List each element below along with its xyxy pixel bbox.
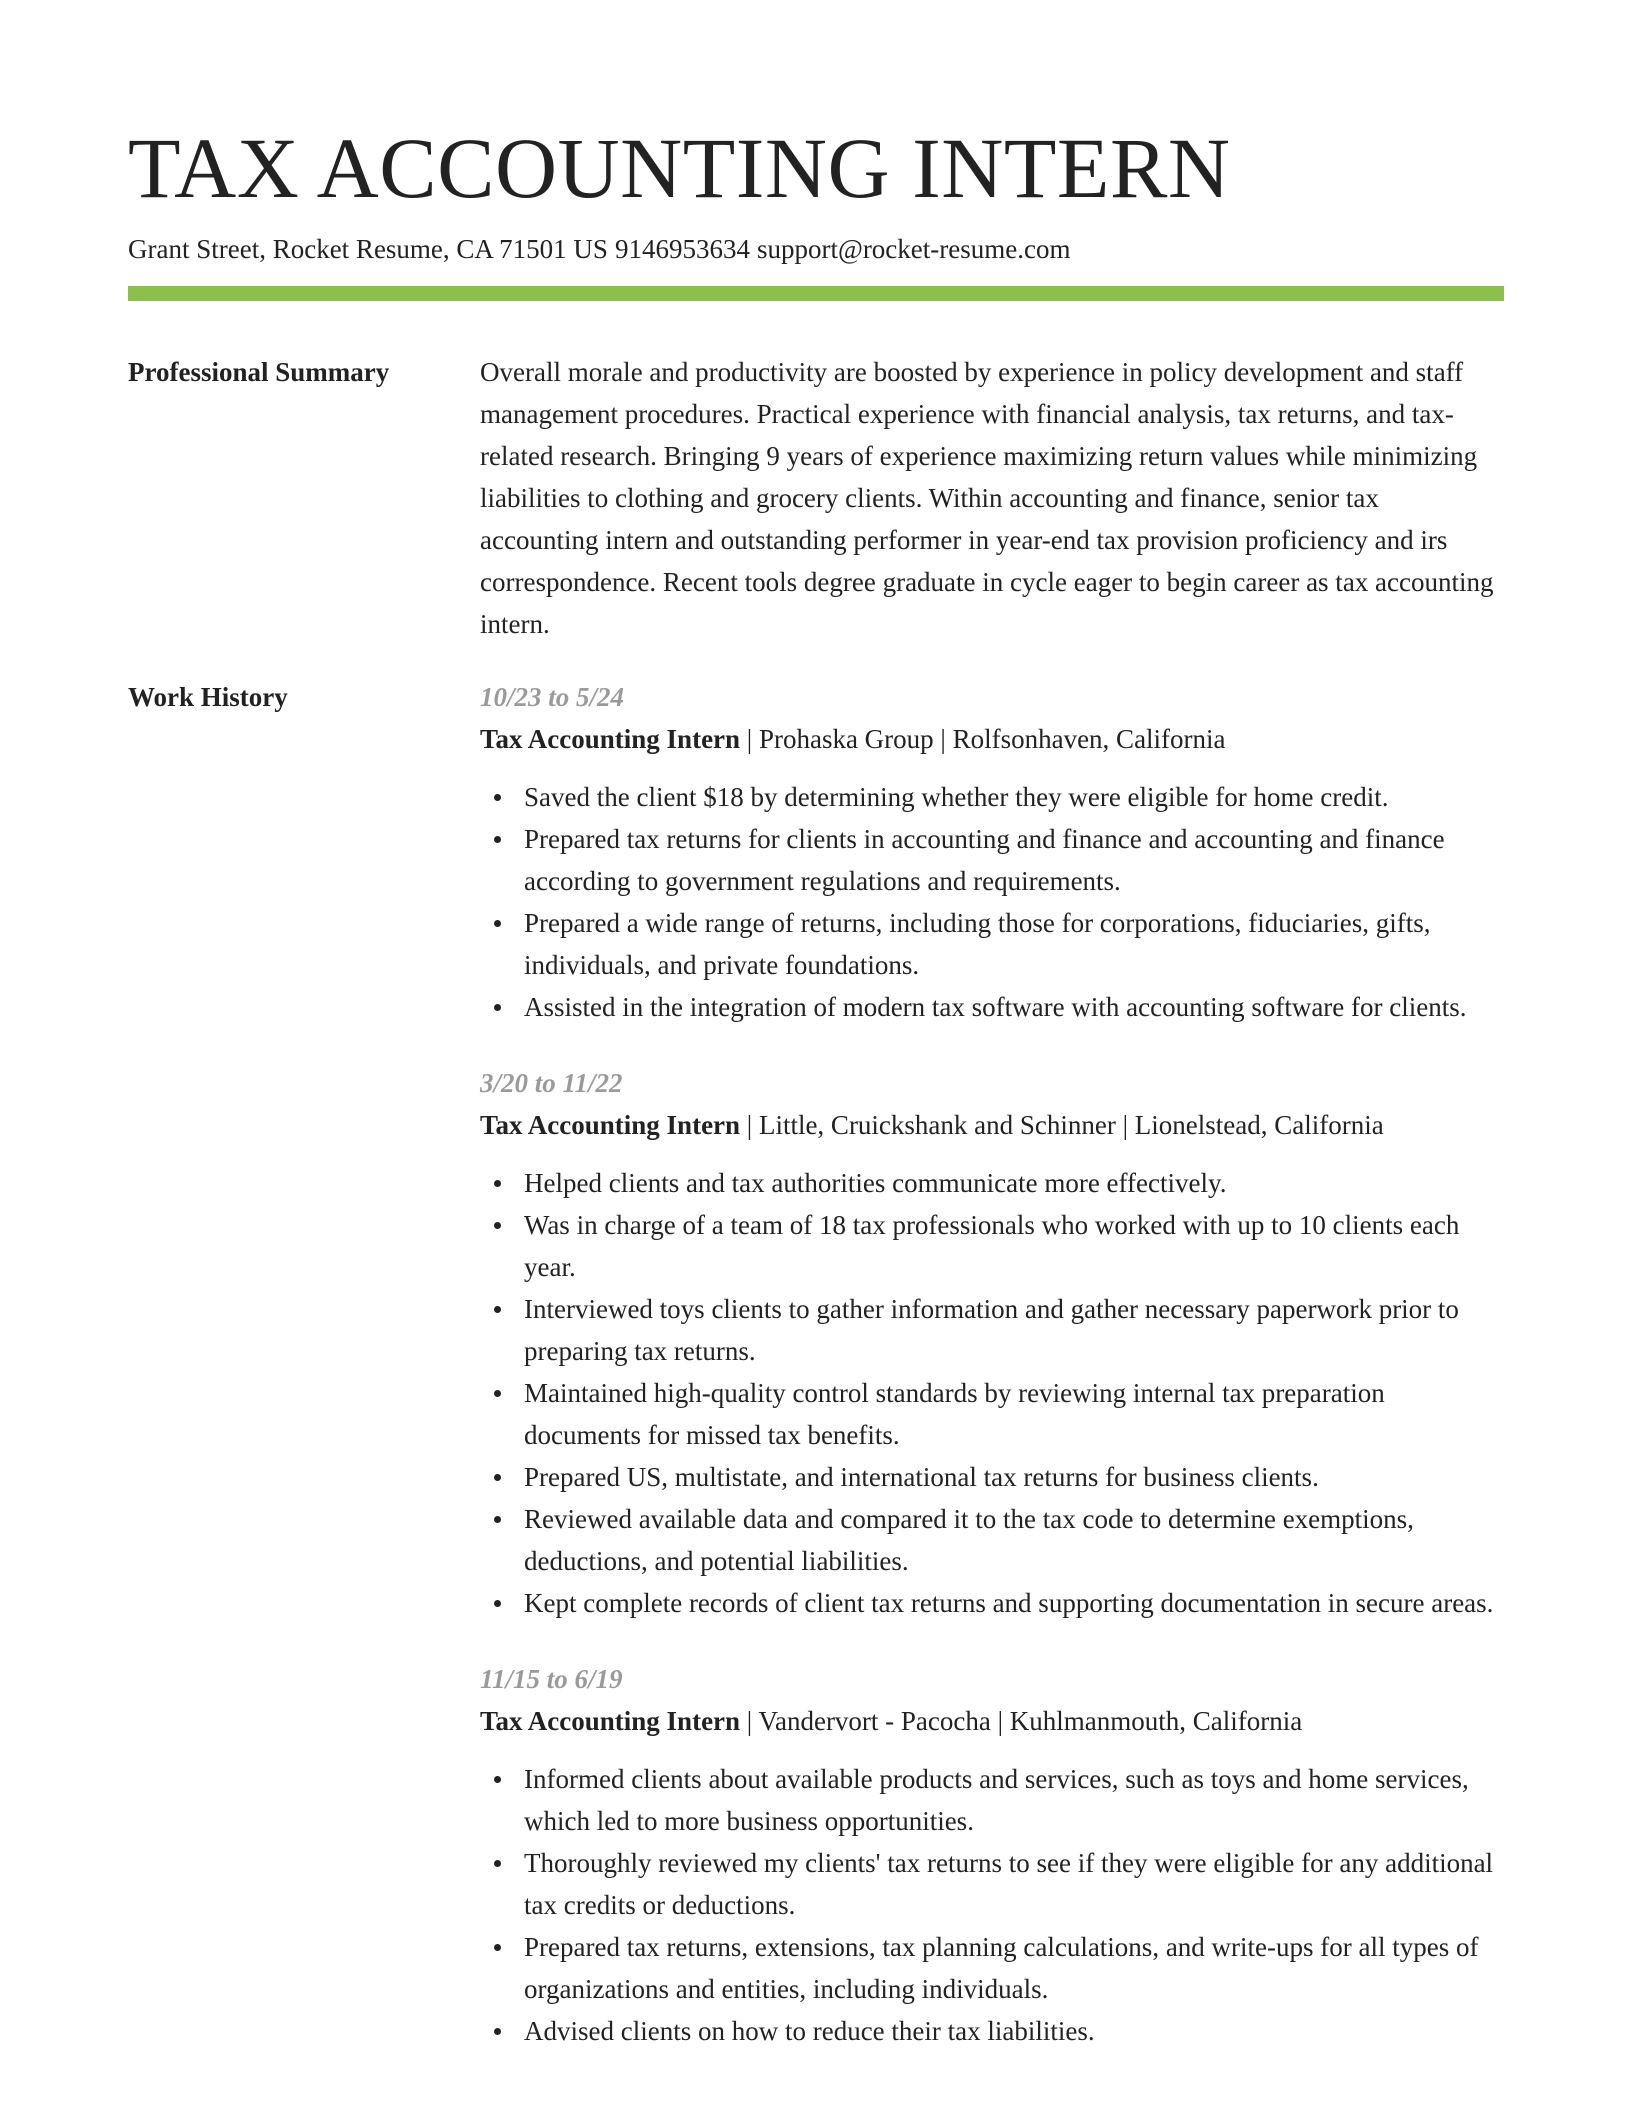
- job-bullet-list: [480, 1758, 1504, 2052]
- job-bullet: [524, 1288, 1504, 1372]
- job-bullet-text: Saved the client $18 by determining whether they were eligible for home credit.: [524, 782, 1389, 812]
- bullet-dot-icon: [494, 836, 501, 843]
- job-bullet-text: Prepared a wide range of returns, including those for corporations, fiduciaries, gifts, individuals, and private foundations.: [524, 908, 1431, 980]
- job-bullet: [524, 1456, 1504, 1498]
- job-bullet-list: [480, 776, 1504, 1028]
- job-bullet: [524, 1162, 1504, 1204]
- job-bullet-text: Advised clients on how to reduce their tax liabilities.: [524, 2016, 1095, 2046]
- bullet-dot-icon: [494, 1944, 501, 1951]
- bullet-dot-icon: [494, 1180, 501, 1187]
- contact-address: Grant Street, Rocket Resume, CA 71501 US: [128, 234, 608, 264]
- job-title: Tax Accounting Intern: [480, 724, 741, 754]
- job-bullet: [524, 1498, 1504, 1582]
- job-bullet-text: Maintained high-quality control standards by reviewing internal tax preparation documents for missed tax benefits.: [524, 1378, 1385, 1450]
- bullet-dot-icon: [494, 1390, 501, 1397]
- contact-line: [128, 232, 1070, 266]
- resume-title: TAX ACCOUNTING INTERN: [128, 120, 1231, 216]
- job-bullet: [524, 986, 1504, 1028]
- job-entry: [480, 1062, 1504, 1624]
- job-bullet: [524, 776, 1504, 818]
- bullet-dot-icon: [494, 1306, 501, 1313]
- job-bullet: [524, 818, 1504, 902]
- job-bullet-text: Interviewed toys clients to gather information and gather necessary paperwork prior to preparing tax returns.: [524, 1294, 1459, 1366]
- bullet-dot-icon: [494, 1222, 501, 1229]
- bullet-dot-icon: [494, 920, 501, 927]
- job-dates: 10/23 to 5/24: [480, 682, 625, 712]
- bullet-dot-icon: [494, 1860, 501, 1867]
- summary-body: [480, 351, 1504, 645]
- job-details: | Vandervort - Pacocha | Kuhlmanmouth, California: [740, 1706, 1303, 1736]
- job-entry: [480, 1658, 1504, 2052]
- job-title: Tax Accounting Intern: [480, 1706, 741, 1736]
- job-bullet: [524, 1204, 1504, 1288]
- bullet-dot-icon: [494, 1004, 501, 1011]
- job-details: | Little, Cruickshank and Schinner | Lionelstead, California: [740, 1110, 1384, 1140]
- bullet-dot-icon: [494, 794, 501, 801]
- job-bullet-list: [480, 1162, 1504, 1624]
- bullet-dot-icon: [494, 2028, 501, 2035]
- summary-heading: Professional Summary: [128, 357, 390, 387]
- bullet-dot-icon: [494, 1474, 501, 1481]
- job-details: | Prohaska Group | Rolfsonhaven, California: [740, 724, 1226, 754]
- job-dates: 3/20 to 11/22: [480, 1068, 623, 1098]
- job-bullet: [524, 1842, 1504, 1926]
- job-heading: [480, 1700, 1504, 1742]
- contact-email: support@rocket-resume.com: [756, 234, 1071, 264]
- bullet-dot-icon: [494, 1776, 501, 1783]
- job-entry: [480, 676, 1504, 1028]
- job-dates: 11/15 to 6/19: [480, 1664, 623, 1694]
- job-bullet-text: Prepared US, multistate, and international tax returns for business clients.: [524, 1462, 1319, 1492]
- job-bullet: [524, 1926, 1504, 2010]
- work-history-heading: Work History: [128, 682, 288, 712]
- job-bullet-text: Assisted in the integration of modern tax software with accounting software for clients.: [524, 992, 1467, 1022]
- job-bullet-text: Prepared tax returns, extensions, tax planning calculations, and write-ups for all types of organizations and entities, including individuals.: [524, 1932, 1479, 2004]
- contact-phone: 9146953634: [614, 234, 750, 264]
- job-bullet-text: Prepared tax returns for clients in accounting and finance and accounting and finance according to government regulations and requirements.: [524, 824, 1445, 896]
- job-bullet: [524, 1758, 1504, 1842]
- job-bullet: [524, 902, 1504, 986]
- job-bullet-text: Thoroughly reviewed my clients' tax returns to see if they were eligible for any additional tax credits or deductions.: [524, 1848, 1494, 1920]
- job-heading: [480, 718, 1504, 760]
- job-bullet: [524, 1372, 1504, 1456]
- work-history-list: [480, 676, 1504, 2086]
- job-bullet: [524, 2010, 1504, 2052]
- summary-text: Overall morale and productivity are boosted by experience in policy development and staff management procedures. Practical experience with financial analysis, tax returns, and tax-related research. Bringing 9 years of experience maximizing return values while minimizing liabilities to clothing and grocery clients. Within accounting and finance, senior tax accounting intern and outstanding performer in year-end tax provision proficiency and irs correspondence. Recent tools degree graduate in cycle eager to begin career as tax accounting intern.: [480, 357, 1494, 639]
- bullet-dot-icon: [494, 1600, 501, 1607]
- job-bullet-text: Helped clients and tax authorities communicate more effectively.: [524, 1168, 1227, 1198]
- job-bullet: [524, 1582, 1504, 1624]
- header-divider: [128, 286, 1504, 301]
- job-bullet-text: Was in charge of a team of 18 tax professionals who worked with up to 10 clients each year.: [524, 1210, 1460, 1282]
- job-bullet-text: Reviewed available data and compared it to the tax code to determine exemptions, deductions, and potential liabilities.: [524, 1504, 1414, 1576]
- job-bullet-text: Kept complete records of client tax returns and supporting documentation in secure areas.: [524, 1588, 1494, 1618]
- job-heading: [480, 1104, 1504, 1146]
- job-bullet-text: Informed clients about available products and services, such as toys and home services, which led to more business opportunities.: [524, 1764, 1469, 1836]
- job-title: Tax Accounting Intern: [480, 1110, 741, 1140]
- bullet-dot-icon: [494, 1516, 501, 1523]
